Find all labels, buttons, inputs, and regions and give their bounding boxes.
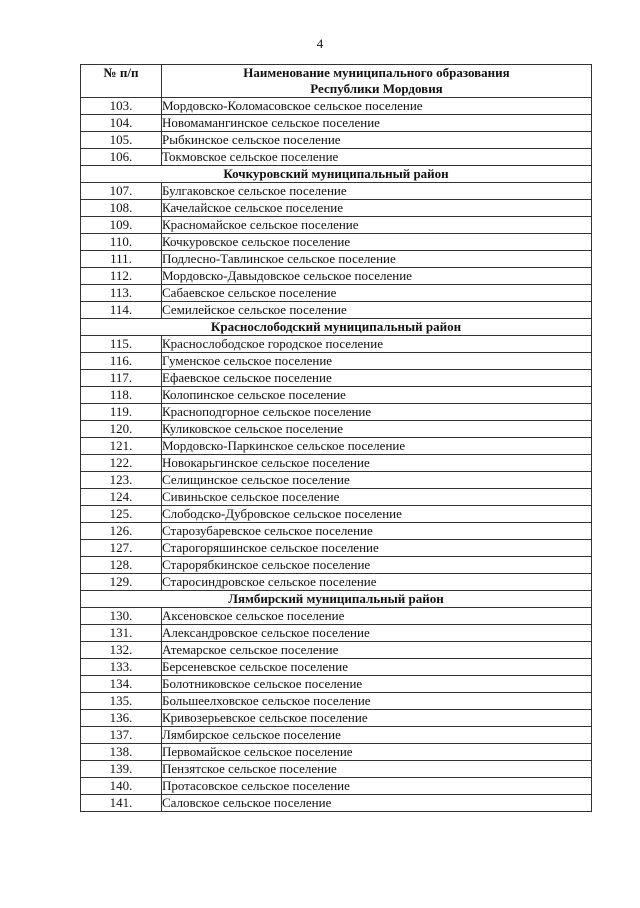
table-row xyxy=(81,608,592,625)
table-row xyxy=(81,472,592,489)
row-number: 117. xyxy=(81,370,162,387)
municipality-name: Ефаевское сельское поселение xyxy=(162,370,592,387)
table-row xyxy=(81,727,592,744)
municipality-name: Кривозерьевское сельское поселение xyxy=(162,710,592,727)
municipality-name: Лямбирское сельское поселение xyxy=(162,727,592,744)
district-row xyxy=(81,166,592,183)
row-number: 105. xyxy=(81,132,162,149)
row-number: 122. xyxy=(81,455,162,472)
row-number: 125. xyxy=(81,506,162,523)
row-number: 116. xyxy=(81,353,162,370)
table-row xyxy=(81,489,592,506)
table-row xyxy=(81,693,592,710)
table-row xyxy=(81,659,592,676)
municipality-table xyxy=(80,64,592,812)
table-row xyxy=(81,676,592,693)
table-row xyxy=(81,387,592,404)
table-row xyxy=(81,217,592,234)
table-row xyxy=(81,404,592,421)
municipality-name: Токмовское сельское поселение xyxy=(162,149,592,166)
municipality-name: Старорябкинское сельское поселение xyxy=(162,557,592,574)
district-row xyxy=(81,319,592,336)
table-row xyxy=(81,98,592,115)
municipality-name: Саловское сельское поселение xyxy=(162,795,592,812)
municipality-name: Кочкуровское сельское поселение xyxy=(162,234,592,251)
district-title: Краснослободский муниципальный район xyxy=(81,319,592,336)
row-number: 130. xyxy=(81,608,162,625)
header-name-line1: Наименование муниципального образования xyxy=(243,65,510,80)
municipality-name: Мордовско-Коломасовское сельское поселение xyxy=(162,98,592,115)
page-number: 4 xyxy=(316,36,324,51)
table-row xyxy=(81,200,592,217)
table-row xyxy=(81,251,592,268)
row-number: 124. xyxy=(81,489,162,506)
row-number: 104. xyxy=(81,115,162,132)
table-row xyxy=(81,574,592,591)
table-row xyxy=(81,353,592,370)
municipality-name: Слободско-Дубровское сельское поселение xyxy=(162,506,592,523)
municipality-name: Пензятское сельское поселение xyxy=(162,761,592,778)
row-number: 114. xyxy=(81,302,162,319)
table-row xyxy=(81,455,592,472)
municipality-name: Краснослободское городское поселение xyxy=(162,336,592,353)
table-row xyxy=(81,183,592,200)
municipality-name: Мордовско-Давыдовское сельское поселение xyxy=(162,268,592,285)
row-number: 128. xyxy=(81,557,162,574)
row-number: 135. xyxy=(81,693,162,710)
table-row xyxy=(81,268,592,285)
municipality-name: Старосиндровское сельское поселение xyxy=(162,574,592,591)
row-number: 136. xyxy=(81,710,162,727)
table-row xyxy=(81,438,592,455)
table-row xyxy=(81,744,592,761)
municipality-name: Берсеневское сельское поселение xyxy=(162,659,592,676)
municipality-name: Александровское сельское поселение xyxy=(162,625,592,642)
municipality-name: Старогоряшинское сельское поселение xyxy=(162,540,592,557)
row-number: 118. xyxy=(81,387,162,404)
row-number: 119. xyxy=(81,404,162,421)
municipality-name: Новокарьгинское сельское поселение xyxy=(162,455,592,472)
row-number: 120. xyxy=(81,421,162,438)
table-row xyxy=(81,234,592,251)
row-number: 131. xyxy=(81,625,162,642)
row-number: 106. xyxy=(81,149,162,166)
municipality-name: Куликовское сельское поселение xyxy=(162,421,592,438)
municipality-name: Семилейское сельское поселение xyxy=(162,302,592,319)
row-number: 107. xyxy=(81,183,162,200)
table-row xyxy=(81,421,592,438)
table-row xyxy=(81,557,592,574)
table-row xyxy=(81,302,592,319)
row-number: 115. xyxy=(81,336,162,353)
header-name-line2: Республики Мордовия xyxy=(310,81,443,96)
district-title: Лямбирский муниципальный район xyxy=(81,591,592,608)
municipality-name: Селищинское сельское поселение xyxy=(162,472,592,489)
header-name xyxy=(162,65,592,98)
row-number: 137. xyxy=(81,727,162,744)
district-row xyxy=(81,591,592,608)
municipality-name: Мордовско-Паркинское сельское поселение xyxy=(162,438,592,455)
municipality-name: Сивиньское сельское поселение xyxy=(162,489,592,506)
row-number: 110. xyxy=(81,234,162,251)
municipality-name: Булгаковское сельское поселение xyxy=(162,183,592,200)
row-number: 108. xyxy=(81,200,162,217)
row-number: 129. xyxy=(81,574,162,591)
row-number: 113. xyxy=(81,285,162,302)
row-number: 141. xyxy=(81,795,162,812)
table-row xyxy=(81,710,592,727)
municipality-name: Рыбкинское сельское поселение xyxy=(162,132,592,149)
table-row xyxy=(81,149,592,166)
municipality-name: Подлесно-Тавлинское сельское поселение xyxy=(162,251,592,268)
municipality-name: Протасовское сельское поселение xyxy=(162,778,592,795)
row-number: 112. xyxy=(81,268,162,285)
table-row xyxy=(81,625,592,642)
municipality-name: Красноподгорное сельское поселение xyxy=(162,404,592,421)
table-row xyxy=(81,795,592,812)
municipality-name: Первомайское сельское поселение xyxy=(162,744,592,761)
municipality-name: Гуменское сельское поселение xyxy=(162,353,592,370)
row-number: 140. xyxy=(81,778,162,795)
municipality-name: Болотниковское сельское поселение xyxy=(162,676,592,693)
table-row xyxy=(81,642,592,659)
municipality-name: Аксеновское сельское поселение xyxy=(162,608,592,625)
table-row xyxy=(81,778,592,795)
row-number: 134. xyxy=(81,676,162,693)
table-row xyxy=(81,370,592,387)
row-number: 139. xyxy=(81,761,162,778)
row-number: 132. xyxy=(81,642,162,659)
table-row xyxy=(81,132,592,149)
municipality-name: Колопинское сельское поселение xyxy=(162,387,592,404)
row-number: 109. xyxy=(81,217,162,234)
table-row xyxy=(81,506,592,523)
table-header-row xyxy=(81,65,592,98)
row-number: 111. xyxy=(81,251,162,268)
municipality-name: Старозубаревское сельское поселение xyxy=(162,523,592,540)
table-row xyxy=(81,761,592,778)
municipality-name: Атемарское сельское поселение xyxy=(162,642,592,659)
row-number: 121. xyxy=(81,438,162,455)
district-title: Кочкуровский муниципальный район xyxy=(81,166,592,183)
row-number: 103. xyxy=(81,98,162,115)
header-number: № п/п xyxy=(81,65,162,98)
municipality-name: Качелайское сельское поселение xyxy=(162,200,592,217)
table-row xyxy=(81,540,592,557)
row-number: 127. xyxy=(81,540,162,557)
row-number: 133. xyxy=(81,659,162,676)
municipality-name: Сабаевское сельское поселение xyxy=(162,285,592,302)
municipality-name: Красномайское сельское поселение xyxy=(162,217,592,234)
table-row xyxy=(81,523,592,540)
table-row xyxy=(81,336,592,353)
row-number: 138. xyxy=(81,744,162,761)
row-number: 126. xyxy=(81,523,162,540)
table-row xyxy=(81,115,592,132)
table-body xyxy=(81,98,592,812)
municipality-name: Новомамангинское сельское поселение xyxy=(162,115,592,132)
row-number: 123. xyxy=(81,472,162,489)
municipality-name: Большеелховское сельское поселение xyxy=(162,693,592,710)
table-row xyxy=(81,285,592,302)
